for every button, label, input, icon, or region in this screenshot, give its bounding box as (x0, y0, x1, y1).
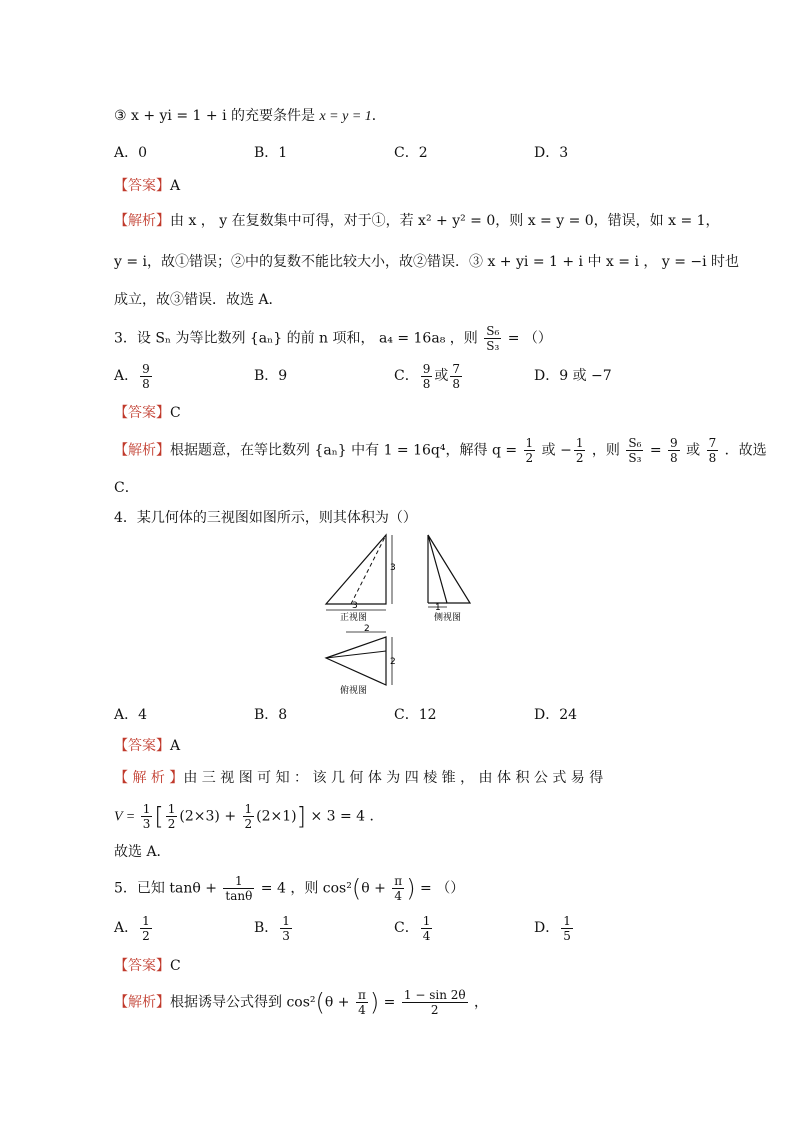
answer-tag: 【答案】 (114, 405, 170, 421)
q5-answer: 【答案】C (114, 958, 181, 974)
analysis-tag: 【解析】 (114, 213, 170, 229)
analysis-tag: 【 解 析 】 (114, 770, 184, 786)
q5-option-a[interactable]: A． $\frac{1}{2}$ (114, 913, 150, 943)
front-view-shape (326, 535, 386, 604)
q3-option-c[interactable]: C． $\frac{9}{8}$ 或 $\frac{7}{8}$ (394, 361, 460, 391)
q2-option-b[interactable]: B．1 (254, 145, 288, 161)
q5-options (114, 910, 714, 946)
q3-option-b[interactable]: B．9 (254, 368, 288, 384)
dim-2-horizontal: 2 (364, 624, 370, 634)
q4-options (114, 697, 714, 733)
dim-2-vertical: 2 (390, 657, 396, 667)
answer-tag: 【答案】 (114, 178, 170, 194)
side-view-shape (428, 535, 470, 603)
q2-analysis-line1: 【解析】由 x ， y 在复数集中可得，对于①，若 x² + y² = 0，则 x = y = 0，错误，如 x = 1， (114, 213, 720, 229)
q2-option-c[interactable]: C．2 (394, 145, 428, 161)
q5-option-b[interactable]: B． $\frac{1}{3}$ (254, 913, 290, 943)
fraction: $\frac{\text{S₆}}{\text{S₃}}$ (486, 324, 500, 353)
q4-analysis-line1: 【 解 析 】由 三 视 图 可 知 ： 该 几 何 体 为 四 棱 锥 ， 由 体 积 公 式 易 得 (114, 770, 604, 786)
q2-analysis-line3: 成立，故③错误．故选 A． (114, 292, 283, 308)
q5-option-d[interactable]: D． $\frac{1}{5}$ (534, 913, 571, 943)
q4-option-a[interactable]: A．4 (114, 707, 148, 723)
q2-option-a[interactable]: A．0 (114, 145, 148, 161)
q4-option-b[interactable]: B．8 (254, 707, 288, 723)
three-view-svg (318, 528, 478, 698)
q3-option-a[interactable]: A． $\frac{9}{8}$ (114, 361, 150, 391)
dim-3-vertical: 3 (390, 563, 396, 573)
dim-1: 1 (435, 603, 441, 613)
q2-analysis-line2: y = i，故①错误；②中的复数不能比较大小，故②错误．③ x + yi = 1 + i 中 x = i ， y = −i 时也 (114, 254, 740, 270)
analysis-tag: 【解析】 (114, 994, 170, 1011)
q3-option-d[interactable]: D．9 或 −7 (534, 368, 612, 384)
q4-option-c[interactable]: C．12 (394, 707, 437, 723)
analysis-tag: 【解析】 (114, 442, 170, 459)
q4-stem: 4．某几何体的三视图如图所示，则其体积为（） (114, 510, 417, 526)
q2-item3: ③ x + yi = 1 + i 的充要条件是 x = y = 1． (114, 108, 386, 124)
q4-answer: 【答案】A (114, 738, 181, 754)
q3-analysis-line2: C． (114, 480, 139, 496)
side-view-label: 侧视图 (434, 613, 462, 623)
q3-answer: 【答案】C (114, 405, 181, 421)
q2-options (114, 135, 714, 171)
q3-stem: 3．设 Sₙ 为等比数列 {aₙ} 的前 n 项和， a₄ = 16a₈ ，则 $\frac{\text{S₆}}{\text{S₃}}$ = （） (114, 324, 552, 353)
q5-analysis: 【解析】根据诱导公式得到 cos²(θ + $\frac{\pi}{4}$ ) = $\frac{1 - \sin 2\theta}{2}$ ， (114, 988, 489, 1017)
q4-conclusion: 故选 A． (114, 844, 171, 860)
q4-option-d[interactable]: D．24 (534, 707, 578, 723)
q2-answer: 【答案】A (114, 178, 181, 194)
answer-tag: 【答案】 (114, 958, 170, 974)
q2-option-d[interactable]: D．3 (534, 145, 569, 161)
q3-analysis-line1: 【解析】根据题意，在等比数列 {aₙ} 中有 1 = 16q⁴，解得 q = $\frac{1}{2}$ 或 − $\frac{1}{2}$ ，则 $\frac{\text{S₆}}{\text{S₃}}$ = $\frac{9}{8}$ 或 $\frac{7}{8}$ ．故选 (114, 436, 767, 465)
q3-options (114, 358, 714, 394)
front-view-label: 正视图 (340, 613, 368, 623)
top-view-shape (326, 637, 386, 685)
q5-stem: 5．已知 tanθ + $\frac{1}{\tan\theta}$ = 4 ，则 cos²(θ + $\frac{\pi}{4}$ ) = （） (114, 874, 465, 903)
q4-volume-formula: V = $\frac{1}{3}$ [ $\frac{1}{2}$ (2×3) + $\frac{1}{2}$ (2×1)] × 3 = 4 ． (114, 802, 384, 831)
answer-tag: 【答案】 (114, 738, 170, 754)
top-view-label: 俯视图 (340, 686, 368, 696)
three-view-figure (318, 528, 478, 702)
q5-option-c[interactable]: C． $\frac{1}{4}$ (394, 913, 431, 943)
dim-3-horizontal: 3 (352, 601, 358, 611)
